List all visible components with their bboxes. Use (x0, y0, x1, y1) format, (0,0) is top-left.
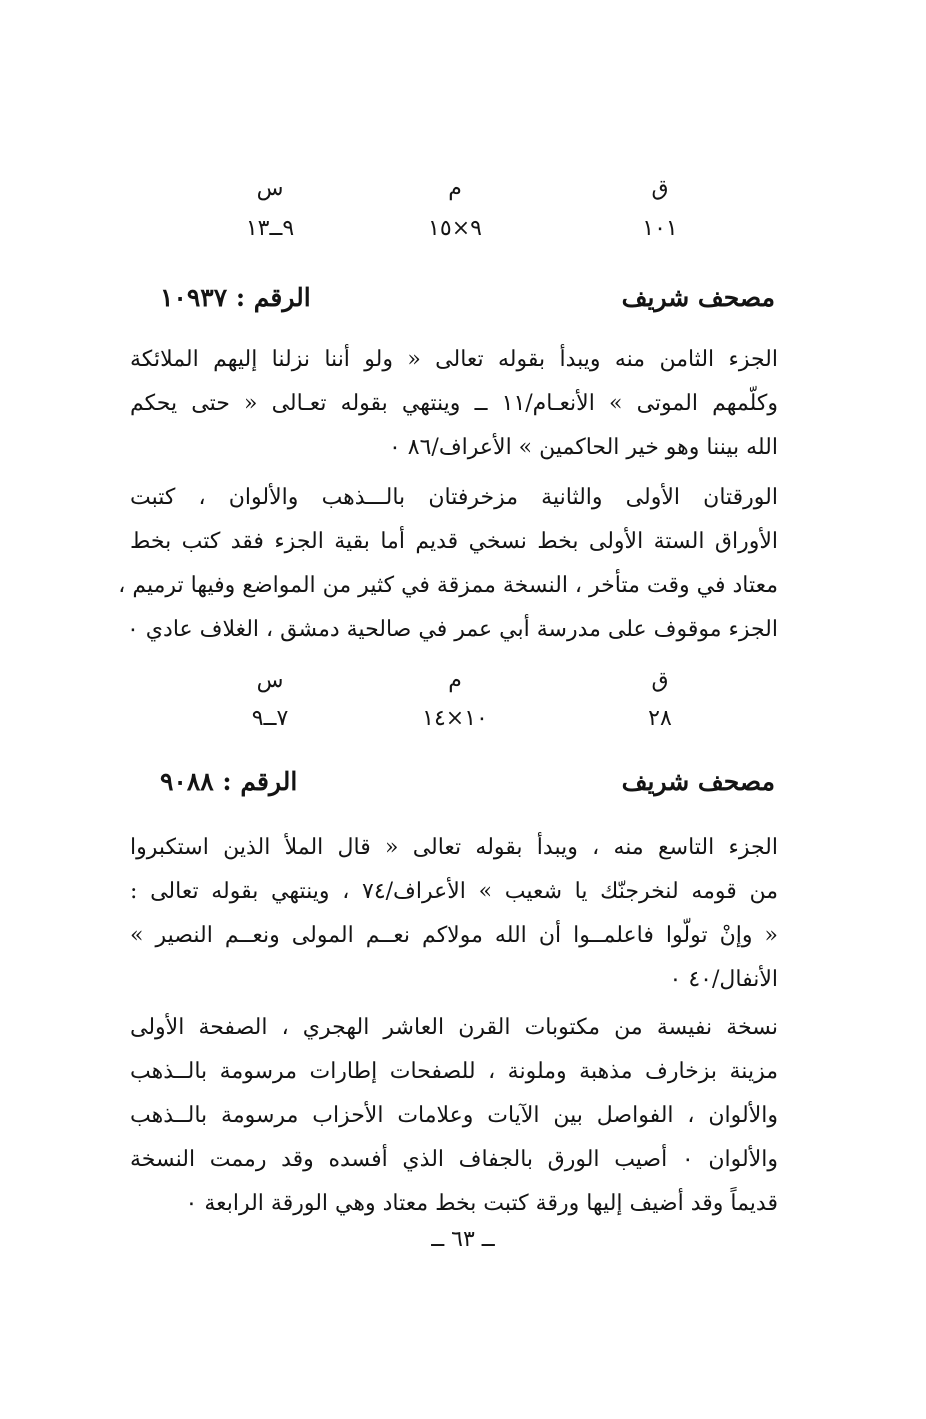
measurements-values-row-1 (135, 212, 775, 246)
text-line: والألوان ٠ أصيب الورق بالجفاف الذي أفسده وقد رممت النسخة (130, 1147, 778, 1172)
entry-title: مصحف شريف (621, 767, 775, 796)
text-line: الجزء موقوف على مدرسة أبي عمر في صالحية دمشق ، الغلاف عادي ٠ (126, 617, 778, 642)
dimensions-value: ١٠×١٤ (422, 706, 488, 731)
leaves-value: ٢٨ (648, 706, 672, 731)
measurements-header-row-1 (135, 172, 775, 206)
measurements-header-row-2 (135, 664, 775, 698)
lines-value: ٧ــ٩ (251, 706, 289, 731)
entry-title: مصحف شريف (621, 283, 775, 312)
text-line: الجزء الثامن منه ويبدأ بقوله تعالى « ولو أننا نزلنا إليهم الملائكة (130, 347, 778, 372)
leaves-header: ق (651, 668, 669, 693)
entry1-notes (118, 476, 778, 652)
lines-header: س (256, 176, 284, 201)
text-line: والألوان ، الفواصل بين الآيات وعلامات الأحزاب مرسومة بالــذهب (130, 1103, 778, 1128)
text-line: معتاد في وقت متأخر ، النسخة ممزقة في كثير من المواضع وفيها ترميم ، (118, 573, 778, 598)
entry1-description (130, 338, 778, 470)
text-line: الله بيننا وهو خير الحاكمين » الأعراف/٨٦ ٠ (388, 435, 778, 460)
entry-header-1 (135, 278, 775, 318)
text-line: الورقتان الأولى والثانية مزخرفتان بالـــذهب والألوان ، كتبت (130, 485, 778, 510)
dimensions-value: ٩×١٥ (428, 216, 482, 241)
entry-number: الرقم : ٩٠٨٨ (160, 767, 298, 796)
measurements-values-row-2 (135, 702, 775, 736)
dimensions-header: م (448, 668, 462, 693)
dimensions-header: م (448, 176, 462, 201)
entry-header-2 (135, 762, 775, 802)
text-line: الجزء التاسع منه ، ويبدأ بقوله تعالى « قال الملأ الذين استكبروا (130, 835, 778, 860)
leaves-value: ١٠١ (642, 216, 678, 241)
text-line: نسخة نفيسة من مكتوبات القرن العاشر الهجري ، الصفحة الأولى (130, 1015, 778, 1040)
leaves-header: ق (651, 176, 669, 201)
lines-value: ٩ــ١٣ (245, 216, 295, 241)
text-line: مزينة بزخارف مذهبة وملونة ، للصفحات إطارات مرسومة بالــذهب (130, 1059, 778, 1084)
lines-header: س (256, 668, 284, 693)
entry2-description (130, 826, 778, 1002)
text-line: الأنفال/٤٠ ٠ (669, 967, 778, 992)
text-line: « وإنْ تولّوا فاعلمــوا أن الله مولاكم نعــم المولى ونعــم النصير » (130, 923, 778, 948)
text-line: الأوراق الستة الأولى بخط نسخي قديم أما بقية الجزء فقد كتب بخط (130, 529, 778, 554)
entry2-notes (130, 1006, 778, 1226)
text-line: وكلّمهم الموتى » الأنعـام/١١ ــ وينتهي بقوله تعـالى « حتى يحكم (130, 391, 778, 416)
page-number: ــ ٦٣ ــ (431, 1227, 495, 1252)
text-line: قديماً وقد أضيف إليها ورقة كتبت بخط معتاد وهي الورقة الرابعة ٠ (185, 1191, 778, 1216)
entry-number: الرقم : ١٠٩٣٧ (160, 283, 311, 312)
text-line: من قومه لنخرجنّك يا شعيب » الأعراف/٧٤ ، وينتهي بقوله تعالى : (130, 879, 778, 904)
